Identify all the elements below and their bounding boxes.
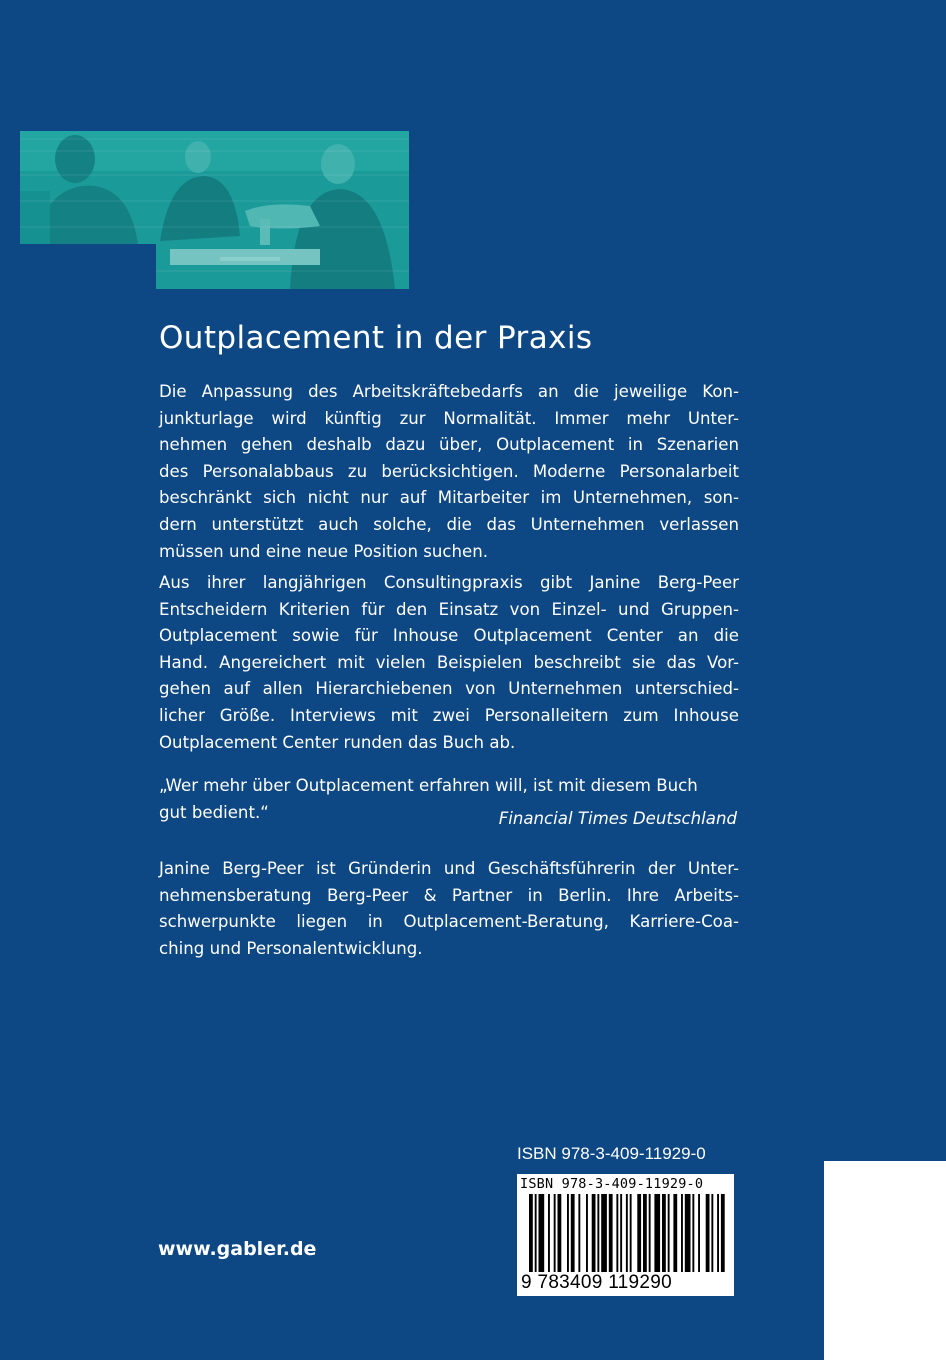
barcode-bar	[721, 1194, 725, 1272]
text-line: Outplacement sowie für Inhouse Outplacement Center an die	[159, 626, 739, 646]
text-line: gehen auf allen Hierarchiebenen von Unternehmen unterschied-	[159, 679, 739, 699]
text-line: „Wer mehr über Outplacement erfahren will, ist mit diesem Buch	[159, 776, 698, 795]
text-line: Janine Berg-Peer ist Gründerin und Geschäftsführerin der Unter-	[159, 859, 739, 878]
barcode-bar	[711, 1194, 713, 1272]
barcode-bar	[609, 1194, 613, 1272]
text-line: nehmen gehen deshalb dazu über, Outplacement in Szenarien	[159, 435, 739, 455]
barcode-bar	[685, 1194, 691, 1272]
barcode-bar	[692, 1194, 694, 1272]
barcode-bar	[592, 1194, 596, 1272]
book-title: Outplacement in der Praxis	[159, 320, 593, 356]
text-line: Entscheidern Kriterien für den Einsatz von Einzel- und Gruppen-	[159, 599, 739, 619]
text-line: nehmensberatung Berg-Peer & Partner in Berlin. Ihre Arbeits-	[159, 885, 739, 905]
barcode-bar	[620, 1194, 622, 1272]
text-line: müssen und eine neue Position suchen.	[159, 541, 489, 561]
text-line: beschränkt sich nicht nur auf Mitarbeiter im Unternehmen, son-	[159, 488, 739, 508]
barcode-bar	[637, 1194, 641, 1272]
barcode-bar	[698, 1194, 700, 1272]
text-line: Die Anpassung des Arbeitskräftebedarfs an die jeweilige Kon-	[159, 382, 739, 401]
cover-photo-meeting	[20, 131, 409, 289]
barcode-bar	[630, 1194, 632, 1272]
isbn-label: ISBN 978-3-409-11929-0	[517, 1144, 706, 1163]
barcode-bar	[626, 1194, 628, 1272]
text-line: junkturlage wird künftig zur Normalität. Immer mehr Unter-	[159, 408, 739, 428]
barcode-bar	[662, 1194, 666, 1272]
text-line: des Personalabbaus zu berücksichtigen. Moderne Personalarbeit	[159, 461, 739, 481]
barcode-bar	[548, 1194, 550, 1272]
barcode-bar	[554, 1194, 556, 1272]
barcode-bar	[673, 1194, 677, 1272]
barcode-bars	[517, 1194, 734, 1272]
barcode-bar	[539, 1194, 545, 1272]
barcode-bar	[578, 1194, 580, 1272]
barcode-bar	[649, 1194, 651, 1272]
label-area	[824, 1161, 946, 1360]
barcode-bar	[586, 1194, 588, 1272]
text-line: dern unterstützt auch solche, die das Unternehmen verlassen	[159, 514, 739, 534]
barcode-bar	[681, 1194, 683, 1272]
blurb-paragraph	[159, 379, 739, 565]
barcode-bar	[529, 1194, 533, 1272]
text-line: ching und Personalentwicklung.	[159, 938, 423, 958]
quote-source: Financial Times Deutschland	[498, 809, 737, 828]
content-paragraph	[159, 570, 739, 756]
author-bio	[159, 856, 739, 962]
barcode-bar	[717, 1194, 719, 1272]
barcode-bar	[706, 1194, 710, 1272]
barcode-bar	[571, 1194, 575, 1272]
barcode-digits: 9 783409 119290	[521, 1272, 673, 1293]
text-line: Outplacement Center runden das Buch ab.	[159, 732, 516, 752]
barcode-isbn-text: ISBN 978-3-409-11929-0	[520, 1176, 704, 1192]
barcode-bar	[535, 1194, 537, 1272]
barcode-bar	[616, 1194, 618, 1272]
text-line: Aus ihrer langjährigen Consultingpraxis gibt Janine Berg-Peer	[159, 573, 739, 592]
text-line: licher Größe. Interviews mit zwei Personalleitern zum Inhouse	[159, 705, 739, 725]
publisher-website[interactable]: www.gabler.de	[158, 1238, 317, 1260]
barcode-bar	[601, 1194, 607, 1272]
text-line: schwerpunkte liegen in Outplacement-Beratung, Karriere-Coa-	[159, 912, 739, 932]
barcode-bar	[654, 1194, 660, 1272]
isbn-barcode	[517, 1174, 734, 1296]
text-line: gut bedient.“	[159, 802, 269, 822]
barcode-bar	[643, 1194, 647, 1272]
barcode-bar	[668, 1194, 670, 1272]
barcode-bar	[558, 1194, 562, 1272]
barcode-bar	[567, 1194, 569, 1272]
text-line: Hand. Angereichert mit vielen Beispielen beschreibt sie das Vor-	[159, 652, 739, 672]
barcode-bar	[597, 1194, 599, 1272]
